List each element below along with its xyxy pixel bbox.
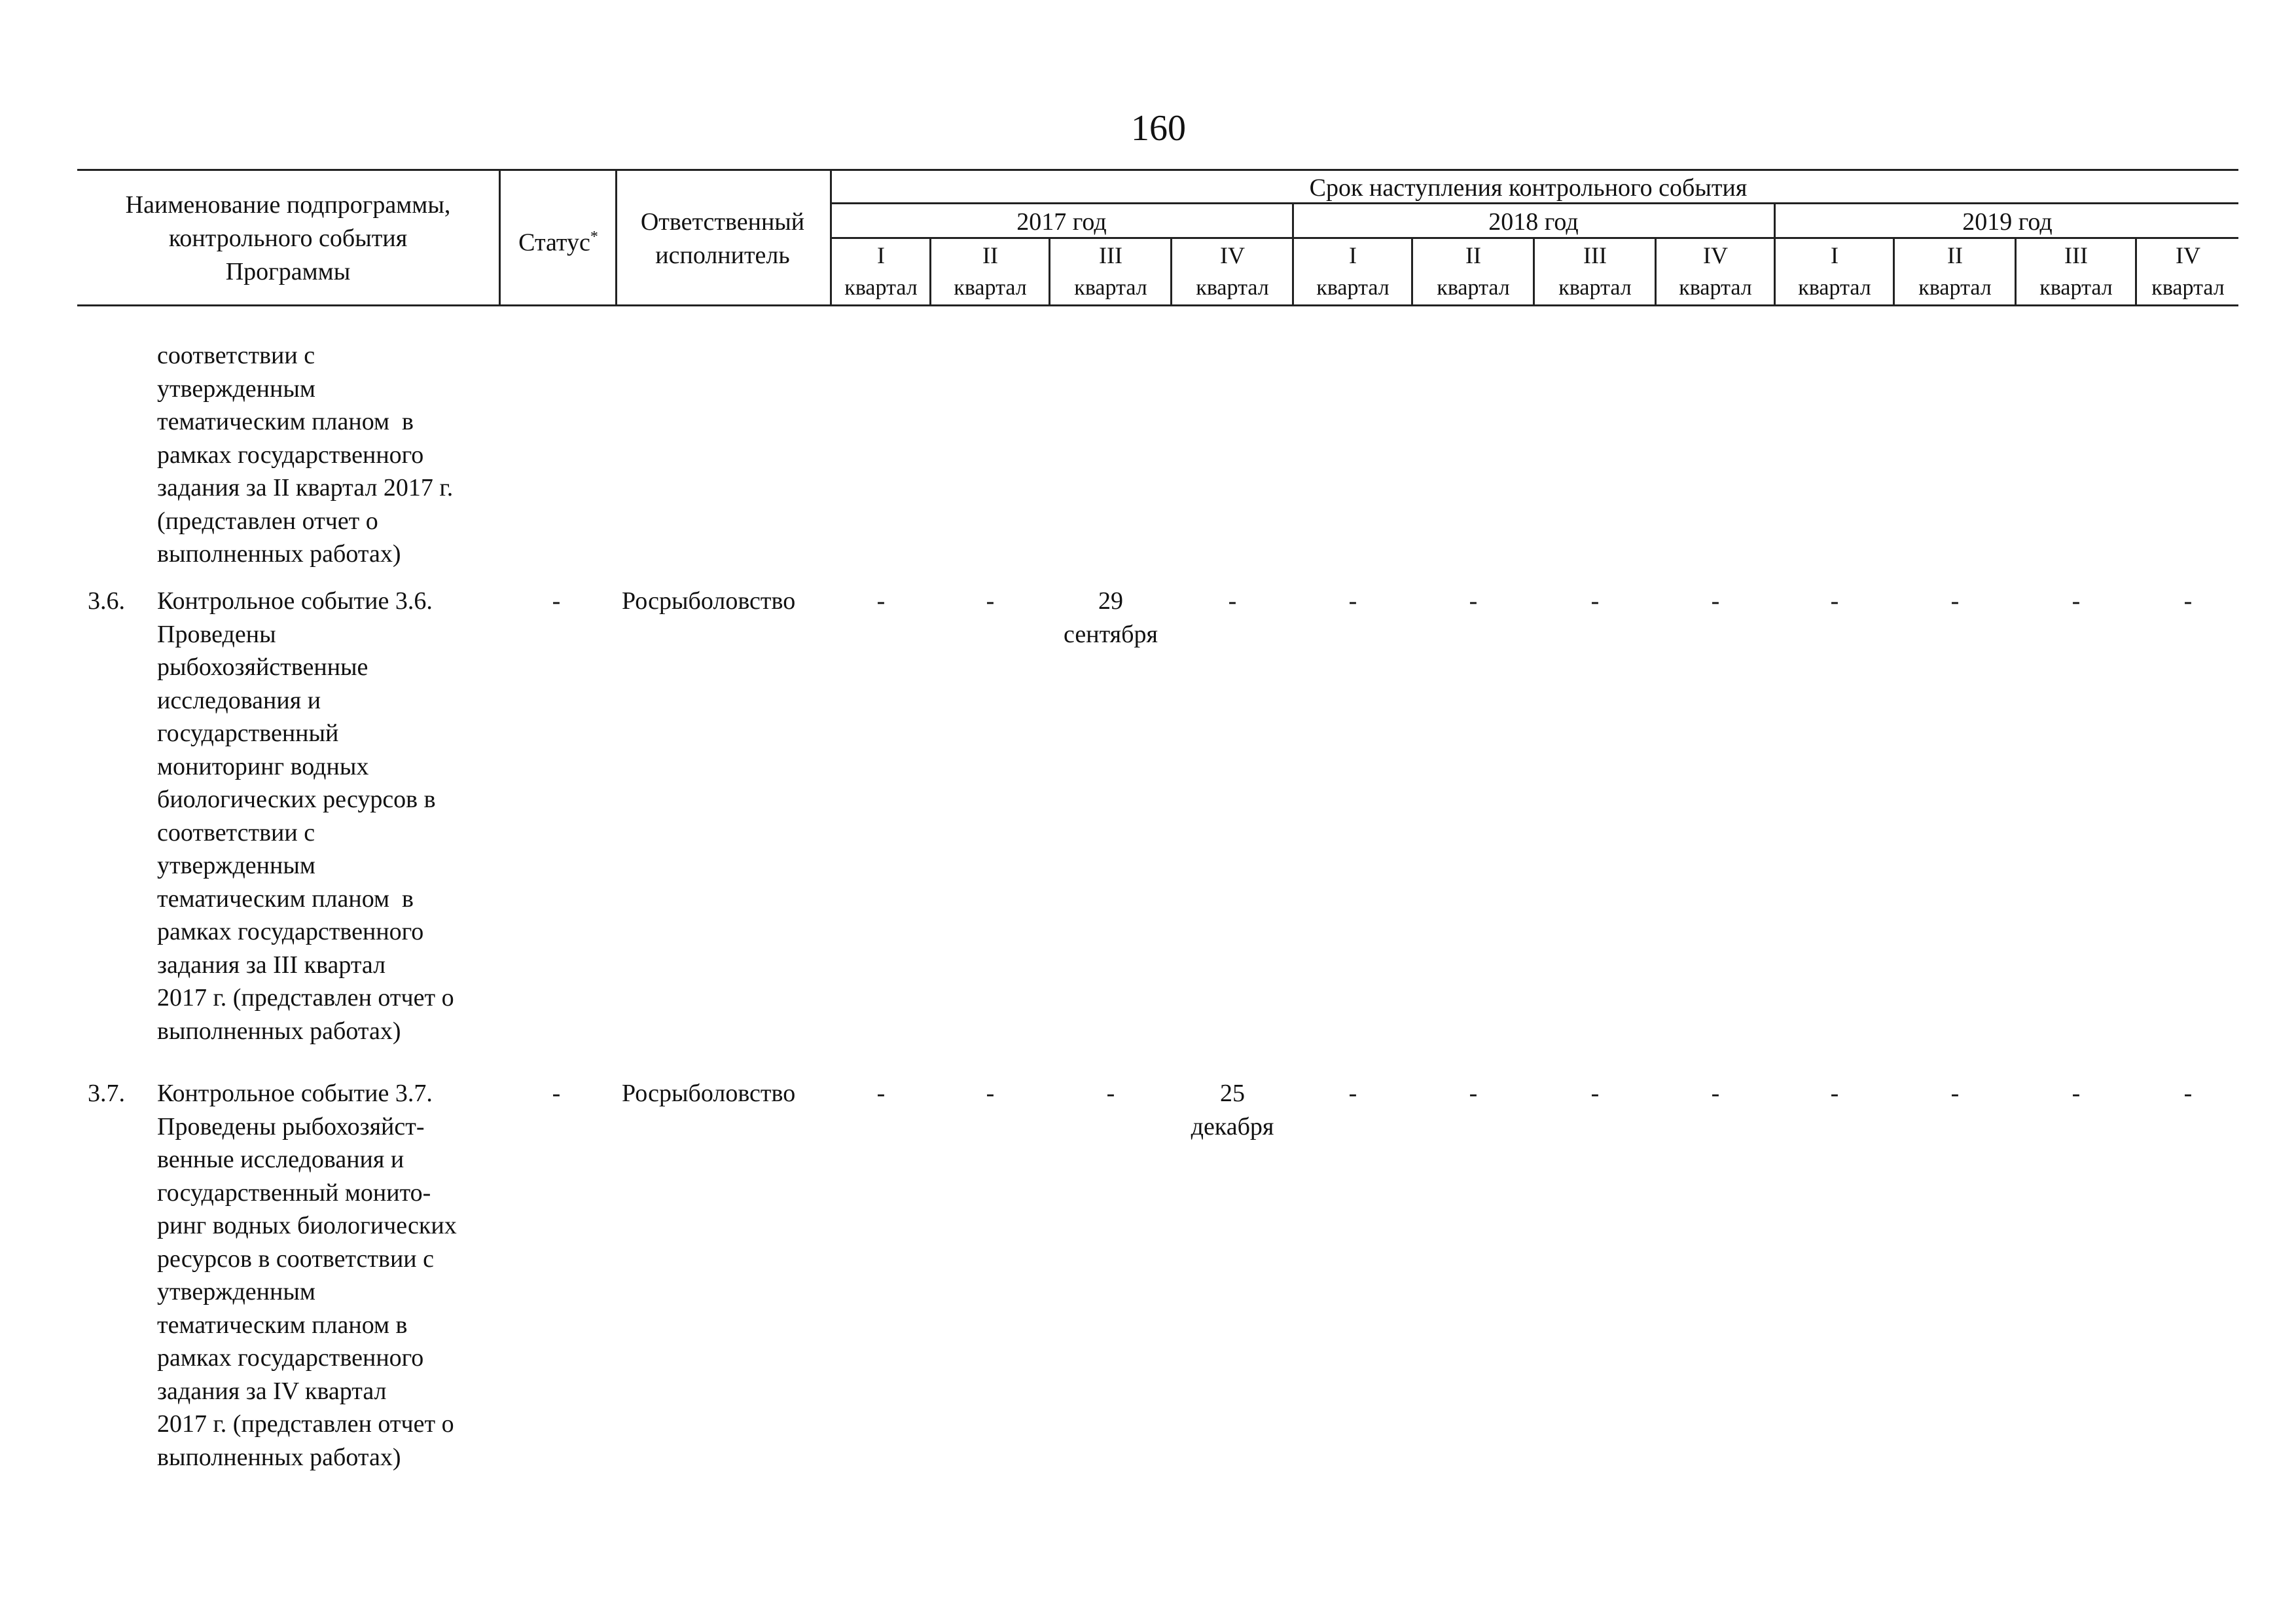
row-quarter-value: -: [1590, 587, 1600, 615]
row-name-line: 2017 г. (представлен отчет о: [157, 984, 454, 1012]
row-quarter-value: -: [876, 587, 886, 615]
row-quarter-value: -: [2072, 587, 2081, 615]
quarter-numeral: I: [1349, 242, 1357, 268]
row-name-line: Проведены рыбохозяйст-: [157, 1112, 425, 1140]
row-name-line: соответствии с: [157, 818, 315, 847]
header-status-label: Статус: [518, 228, 590, 257]
row-name-line: задания за IV квартал: [157, 1377, 387, 1405]
header-status-column: [503, 221, 614, 260]
row-name-line: тематическим планом в: [157, 1311, 408, 1339]
row-number: 3.7.: [88, 1080, 125, 1107]
continuation-line: соответствии с: [157, 342, 315, 369]
row-quarter-value: -: [1711, 587, 1720, 615]
continuation-line: рамках государственного: [157, 441, 424, 469]
row-quarter-value: -: [1469, 587, 1478, 615]
header-name-line: Наименование подпрограммы,: [125, 191, 451, 219]
header-name-column: [79, 189, 497, 289]
quarter-label: квартал: [1437, 276, 1510, 300]
row-name-line: рамках государственного: [157, 918, 424, 945]
row-name-line: Контрольное событие 3.6.: [157, 587, 433, 615]
row-status: -: [552, 1080, 561, 1107]
quarter-label: квартал: [1196, 276, 1269, 300]
quarter-label: квартал: [954, 276, 1027, 300]
row-quarter-value: -: [2183, 587, 2193, 615]
row-quarter-value: -: [1950, 1080, 1960, 1107]
row-quarter-value: -: [1228, 587, 1237, 615]
row-number: 3.6.: [88, 587, 125, 615]
quarter-numeral: II: [1947, 242, 1963, 268]
quarter-label: квартал: [2151, 276, 2225, 300]
row-quarter-value: -: [1348, 1080, 1357, 1107]
quarter-numeral: II: [1465, 242, 1481, 268]
continuation-line: выполненных работах): [157, 540, 401, 568]
row-name-line: государственный монито-: [157, 1178, 431, 1207]
row-name-line: мониторинг водных: [157, 752, 369, 780]
row-name-line: исследования и: [157, 686, 321, 714]
header-executor-line: Ответственный: [640, 208, 805, 236]
quarter-numeral: IV: [2176, 242, 2200, 268]
row-name-line: утвержденным: [157, 852, 315, 879]
row-name-line: Контрольное событие 3.7.: [157, 1080, 433, 1107]
row-quarter-value: сентября: [1064, 620, 1158, 648]
row-name-line: государственный: [157, 720, 339, 747]
row-quarter-value: 25: [1220, 1080, 1245, 1107]
header-name-line: Программы: [225, 258, 351, 285]
row-quarter-value: -: [1590, 1080, 1600, 1107]
row-quarter-value: -: [986, 1080, 995, 1107]
header-deadline-group: Срок наступления контрольного события: [1309, 174, 1748, 202]
quarter-numeral: III: [1099, 242, 1122, 268]
row-name-line: утвержденным: [157, 1278, 315, 1305]
row-quarter-value: -: [1950, 587, 1960, 615]
header-executor-column: [618, 206, 827, 272]
row-name-line: Проведены: [157, 620, 276, 648]
header-top-rule: [77, 169, 2238, 171]
quarter-label: квартал: [1558, 276, 1632, 300]
row-name-line: задания за III квартал: [157, 951, 386, 979]
quarter-label: квартал: [1679, 276, 1752, 300]
row-quarter-value: -: [1830, 1080, 1839, 1107]
quarter-label: квартал: [1918, 276, 1992, 300]
quarter-numeral: I: [1831, 242, 1839, 268]
quarter-label: квартал: [1074, 276, 1147, 300]
header-column-rule: [499, 169, 501, 305]
quarter-numeral: IV: [1220, 242, 1245, 268]
header-year-2018: 2018 год: [1488, 208, 1579, 236]
row-name-line: тематическим планом в: [157, 884, 414, 913]
row-quarter-value: декабря: [1191, 1112, 1274, 1140]
continuation-line: утвержденным: [157, 374, 315, 403]
row-quarter-value: -: [1469, 1080, 1478, 1107]
header-year-2019: 2019 год: [1962, 208, 2053, 236]
quarter-numeral: II: [982, 242, 998, 268]
row-executor: Росрыболовство: [622, 587, 796, 615]
row-quarter-value: -: [876, 1080, 886, 1107]
quarter-label: квартал: [1798, 276, 1871, 300]
row-status: -: [552, 587, 561, 615]
row-quarter-value: -: [1711, 1080, 1720, 1107]
row-name-line: венные исследования и: [157, 1146, 404, 1173]
row-name-line: 2017 г. (представлен отчет о: [157, 1410, 454, 1438]
header-executor-line: исполнитель: [655, 242, 790, 269]
row-quarter-value: -: [2183, 1080, 2193, 1107]
row-executor: Росрыболовство: [622, 1080, 796, 1107]
quarter-label: квартал: [1316, 276, 1390, 300]
header-column-rule: [615, 169, 617, 305]
header-year-2017: 2017 год: [1016, 208, 1107, 236]
quarter-numeral: III: [2064, 242, 2088, 268]
continuation-line: задания за II квартал 2017 г.: [157, 474, 454, 501]
header-bottom-rule: [77, 304, 2238, 306]
header-name-line: контрольного события: [168, 225, 408, 252]
row-quarter-value: -: [986, 587, 995, 615]
row-name-line: выполненных работах): [157, 1017, 401, 1045]
row-name-line: выполненных работах): [157, 1443, 401, 1471]
row-name-line: ринг водных биологических: [157, 1212, 457, 1239]
continuation-line: тематическим планом в: [157, 408, 414, 435]
row-quarter-value: -: [1348, 587, 1357, 615]
quarter-numeral: IV: [1703, 242, 1728, 268]
row-name-line: ресурсов в соответствии с: [157, 1245, 435, 1273]
header-status-mark: *: [590, 228, 598, 246]
quarter-label: квартал: [844, 276, 918, 300]
row-name-line: биологических ресурсов в: [157, 786, 436, 813]
row-quarter-value: -: [2072, 1080, 2081, 1107]
quarter-numeral: I: [877, 242, 885, 268]
row-name-line: рамках государственного: [157, 1344, 424, 1372]
row-quarter-value: -: [1106, 1080, 1115, 1107]
row-name-line: рыбохозяйственные: [157, 653, 368, 681]
continuation-line: (представлен отчет о: [157, 507, 378, 535]
page-number: 160: [1131, 108, 1186, 149]
row-quarter-value: 29: [1098, 587, 1123, 615]
quarter-label: квартал: [2039, 276, 2113, 300]
quarter-numeral: III: [1583, 242, 1607, 268]
row-quarter-value: -: [1830, 587, 1839, 615]
